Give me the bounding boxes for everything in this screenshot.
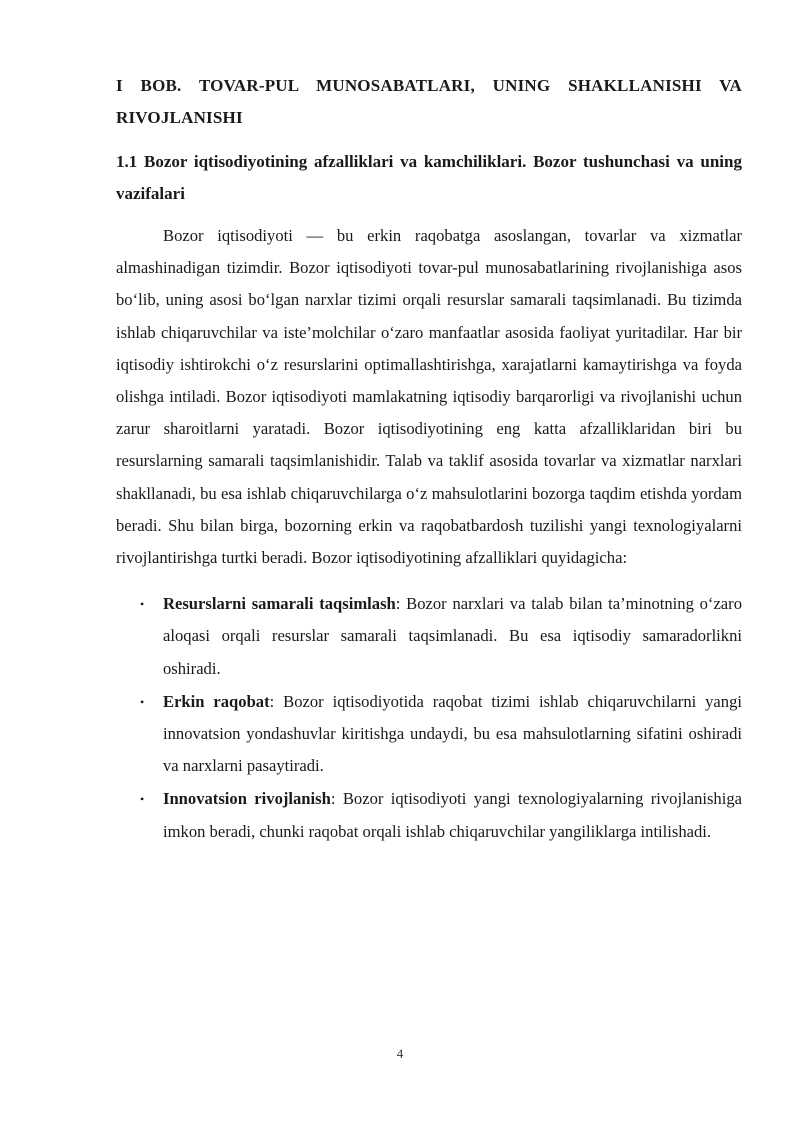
list-item xyxy=(116,783,742,847)
bullet-text: : Bozor iqtisodiyoti yangi texnologiyalarning rivojlanishiga imkon beradi, chunki raqobat orqali ishlab chiqaruvchilar yangiliklarga intilishadi. xyxy=(163,789,742,841)
advantages-list xyxy=(116,588,742,848)
list-item xyxy=(116,686,742,783)
chapter-title: I BOB. TOVAR-PUL MUNOSABATLARI, UNING SHAKLLANISHI VA RIVOJLANISHI xyxy=(116,76,742,127)
bullet-term: Innovatsion rivojlanish xyxy=(163,789,331,809)
page-number: 4 xyxy=(396,1046,404,1061)
list-item xyxy=(116,588,742,685)
bullet-icon: • xyxy=(140,597,145,612)
bullet-term: Resurslarni samarali taqsimlash xyxy=(163,594,396,614)
bullet-icon: • xyxy=(140,694,145,709)
bullet-text: : Bozor iqtisodiyotida raqobat tizimi ishlab chiqaruvchilarni yangi innovatsion yondashuvlar kiritishga undaydi, bu esa mahsulotlarning sifatini oshiradi va narxlarni pasaytiradi. xyxy=(163,691,742,776)
body-paragraph: Bozor iqtisodiyoti — bu erkin raqobatga asoslangan, tovarlar va xizmatlar almashinadigan tizimdir. Bozor iqtisodiyoti tovar-pul munosabatlarining rivojlanishiga asos bo‘lib, uning asosi bo‘lgan narxlar tizimi orqali resurslar samarali taqsimlanadi. Bu tizimda ishlab chiqaruvchilar va iste’molchilar o‘zaro manfaatlar asosida faoliyat yuritadilar. Har bir iqtisodiy ishtirokchi o‘z resurslarini optimallashtirishga, xarajatlarni kamaytirishga va foyda olishga intiladi. Bozor iqtisodiyoti mamlakatning iqtisodiy barqarorligi va rivojlanishi uchun zarur sharoitlarni yaratadi. Bozor iqtisodiyotining eng katta afzalliklaridan biri bu resurslarning samarali taqsimlanishidir. Talab va taklif asosida tovarlar va xizmatlar narxlari shakllanadi, bu esa ishlab chiqaruvchilarga o‘z mahsulotlarini bozorga taqdim etishda yordam beradi. Shu bilan birga, bozorning erkin va raqobatbardosh tuzilishi yangi texnologiyalarni rivojlantirishga turtki beradi. Bozor iqtisodiyotining afzalliklari quyidagicha: xyxy=(116,226,742,568)
section-title: 1.1 Bozor iqtisodiyotining afzalliklari va kamchiliklari. Bozor tushunchasi va uning vazifalari xyxy=(116,152,742,203)
bullet-term: Erkin raqobat xyxy=(163,691,270,711)
document-page xyxy=(116,70,742,849)
bullet-text: : Bozor narxlari va talab bilan ta’minotning o‘zaro aloqasi orqali resurslar samarali taqsimlanadi. Bu esa iqtisodiy samaradorlikni oshiradi. xyxy=(163,594,742,678)
bullet-icon: • xyxy=(140,792,145,807)
